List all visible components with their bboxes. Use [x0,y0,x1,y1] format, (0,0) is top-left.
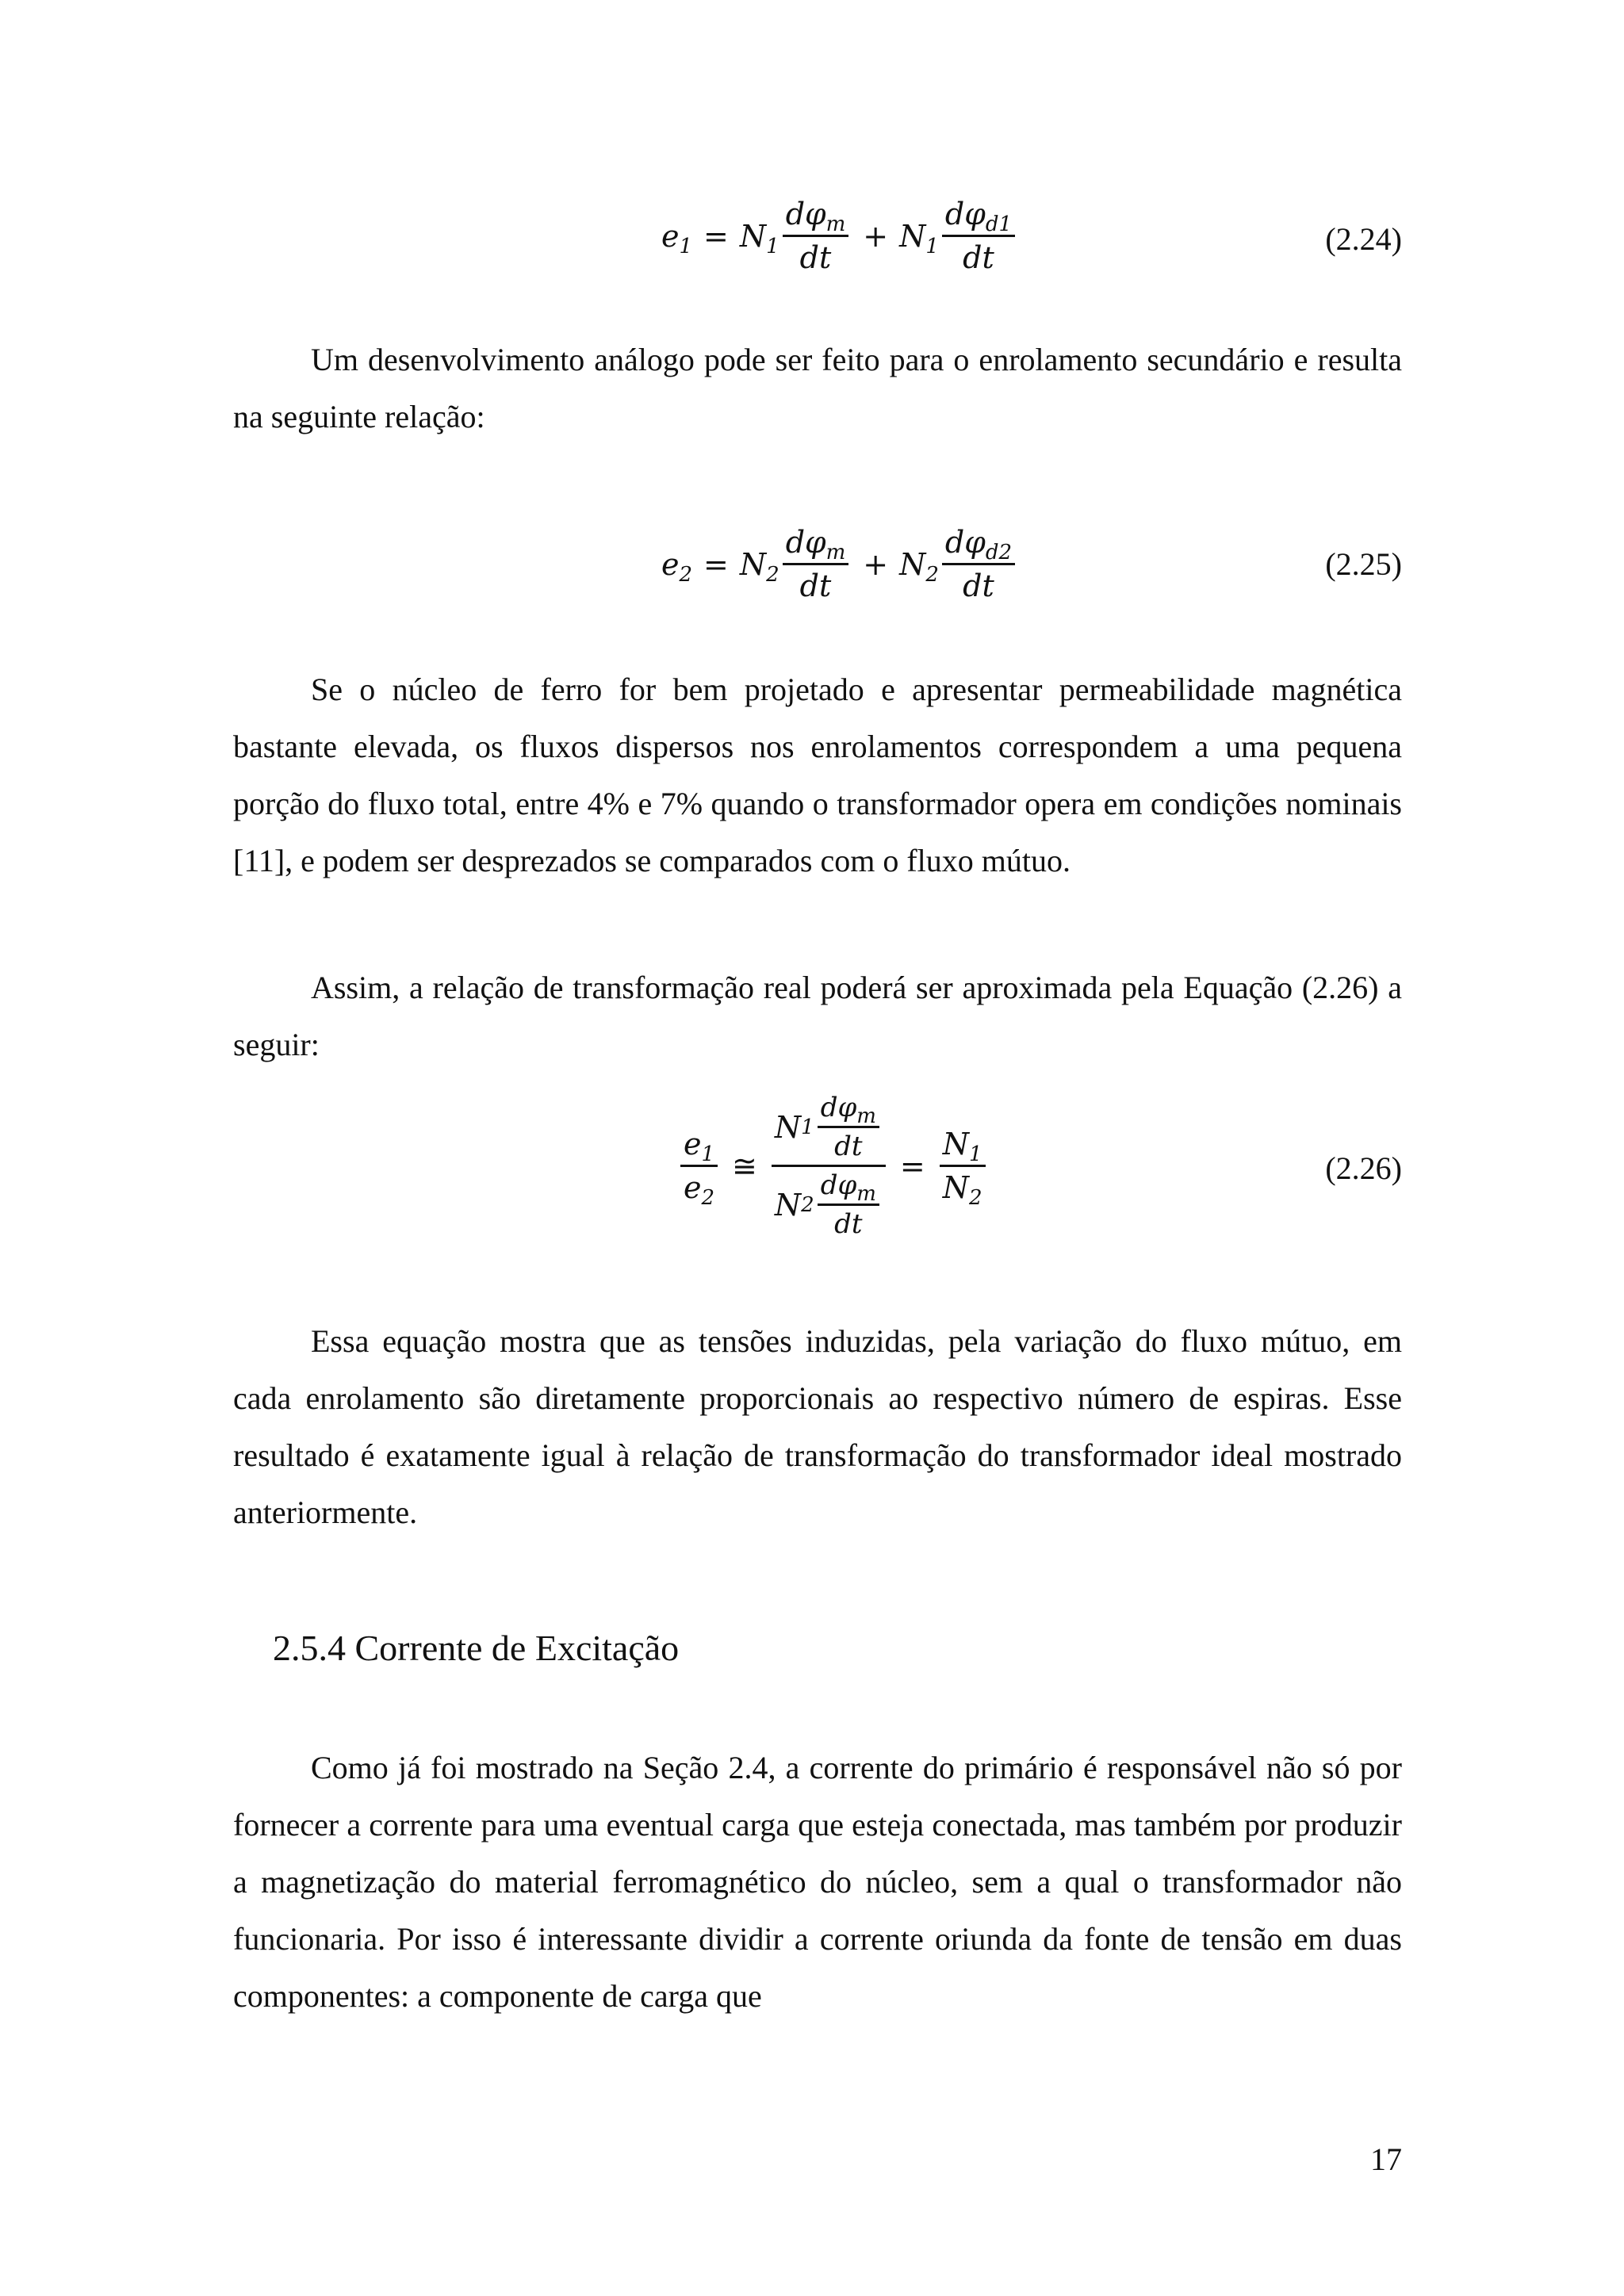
paragraph: Como já foi mostrado na Seção 2.4, a corrente do primário é responsável não só por fornecer a corrente para uma eventual carga que esteja conectada, mas também por produzir a magnetização do material ferromagnético do núcleo, sem a qual o transformador não funcionaria. Por isso é interessante dividir a corrente oriunda da fonte de tensão em duas componentes: a componente de carga que [233,1750,1402,2014]
equation-number: (2.25) [1325,546,1402,582]
paragraph: Assim, a relação de transformação real poderá ser aproximada pela Equação (2.26) a seguir: [233,970,1402,1062]
equation-number: (2.24) [1325,221,1402,257]
equation-2-26: $\frac{e_1}{e_2}$ ≅ N 1 $\frac{d\varphi_m}{dt}$ N 2 $\frac{d\varphi_m}{dt}$ = $\frac{N_1}{N_2}$ (2.26) [233,1093,1402,1243]
paragraph: Um desenvolvimento análogo pode ser feito para o enrolamento secundário e resulta na seguinte relação: [233,342,1402,434]
equation-number: (2.26) [1325,1150,1402,1186]
section-heading: 2.5.4 Corrente de Excitação [273,1628,680,1668]
page-number: 17 [1370,2141,1402,2177]
equation-2-25: $e_2$ = $N_2$ $\frac{d\varphi_m}{dt}$ + $N_2$ $\frac{d\varphi_{d2}}{dt}$ (2.25) [661,525,1402,603]
equation-2-24: $e_1$ = $N_1$ $\frac{d\varphi_m}{dt}$ + $N_1$ $\frac{d\varphi_{d1}}{dt}$ (2.24) [661,197,1402,275]
paragraph: Se o núcleo de ferro for bem projetado e apresentar permeabilidade magnética bastante elevada, os fluxos dispersos nos enrolamentos correspondem a uma pequena porção do fluxo total, entre 4% e 7% quando o transformador opera em condições nominais [11], e podem ser desprezados se comparados com o fluxo mútuo. [233,672,1402,878]
paragraph: Essa equação mostra que as tensões induzidas, pela variação do fluxo mútuo, em cada enrolamento são diretamente proporcionais ao respectivo número de espiras. Esse resultado é exatamente igual à relação de transformação do transformador ideal mostrado anteriormente. [233,1323,1402,1530]
